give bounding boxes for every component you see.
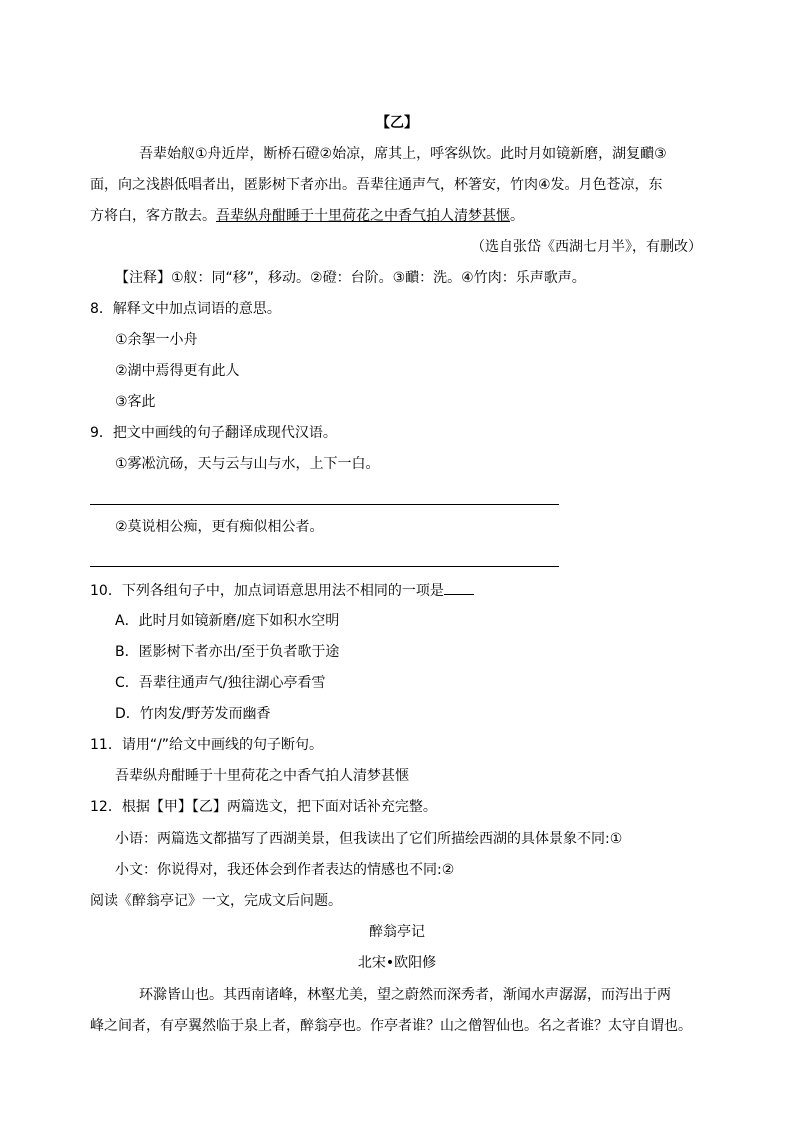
question-10-stem xyxy=(90,580,474,601)
passage-text-line: 环滁皆山也。其西南诸峰，林壑尤美，望之蔚然而深秀者，渐闻水声潺潺，而泻出于两 xyxy=(139,987,671,1003)
passage-text-line: 面，向之浅斟低唱者出，匿影树下者亦出。吾辈往通声气，杯箸安，竹肉④发。月色苍凉，东 xyxy=(90,177,663,193)
passage-source: （选自张岱《西湖七月半》，有删改） xyxy=(471,239,702,255)
question-12-stem: 12．根据【甲】【乙】两篇选文，把下面对话补充完整。 xyxy=(90,799,437,815)
passage-text-line: 峰之间者，有亭翼然临于泉上者，醉翁亭也。作亭者谁？山之僧智仙也。名之者谁？太守自谓也。 xyxy=(90,1018,692,1034)
option-b: B．匿影树下者亦出/至于负者歌于途 xyxy=(115,644,340,660)
option-c: C．吾辈往通声气/独往湖心亭看雪 xyxy=(115,675,326,691)
dialogue-xiaowen: 小文：你说得对，我还体会到作者表达的情感也不同:② xyxy=(115,862,455,878)
question-8-stem: 8．解释文中加点词语的意思。 xyxy=(90,301,281,317)
question-10-text: 10．下列各组句子中，加点词语意思用法不相同的一项是 xyxy=(90,583,444,599)
answer-line xyxy=(90,566,559,567)
question-8-item: ①余挐一小舟 xyxy=(115,332,198,348)
option-d: D．竹肉发/野芳发而幽香 xyxy=(115,706,271,722)
question-9-item: ②莫说相公痴，更有痴似相公者。 xyxy=(115,519,324,535)
reading-instruction: 阅读《醉翁亭记》一文，完成文后问题。 xyxy=(90,893,342,909)
answer-line xyxy=(90,504,559,505)
question-11-stem: 11．请用“/”给文中画线的句子断句。 xyxy=(90,737,324,753)
dialogue-xiaoyu: 小语：两篇选文都描写了西湖美景，但我读出了它们所描绘西湖的具体景象不同:① xyxy=(115,831,623,847)
passage-text-line xyxy=(90,206,524,226)
passage-text: 。 xyxy=(510,208,524,224)
passage-text-line: 吾辈始舣①舟近岸，断桥石磴②始凉，席其上，呼客纵饮。此时月如镜新磨，湖复靧③ xyxy=(139,146,667,162)
passage-title: 醉翁亭记 xyxy=(369,924,425,940)
underlined-sentence: 吾辈纵舟酣睡于十里荷花之中香气拍人清梦甚惬 xyxy=(216,208,510,224)
question-9-item: ①雾凇沆砀，天与云与山与水，上下一白。 xyxy=(115,456,380,472)
question-9-stem: 9．把文中画线的句子翻译成现代汉语。 xyxy=(90,425,337,441)
passage-heading: 【乙】 xyxy=(376,115,418,131)
passage-notes: 【注释】①舣：同“移”，移动。②磴：台阶。③靧：洗。④竹肉：乐声歌声。 xyxy=(115,270,586,286)
question-11-sentence: 吾辈纵舟酣睡于十里荷花之中香气拍人清梦甚惬 xyxy=(115,768,409,784)
question-8-item: ②湖中焉得更有此人 xyxy=(115,363,240,379)
passage-text: 方将白，客方散去。 xyxy=(90,208,216,224)
option-a: A．此时月如镜新磨/庭下如积水空明 xyxy=(115,613,340,629)
answer-blank xyxy=(444,580,474,595)
passage-author: 北宋•欧阳修 xyxy=(357,955,437,971)
question-8-item: ③客此 xyxy=(115,394,156,410)
